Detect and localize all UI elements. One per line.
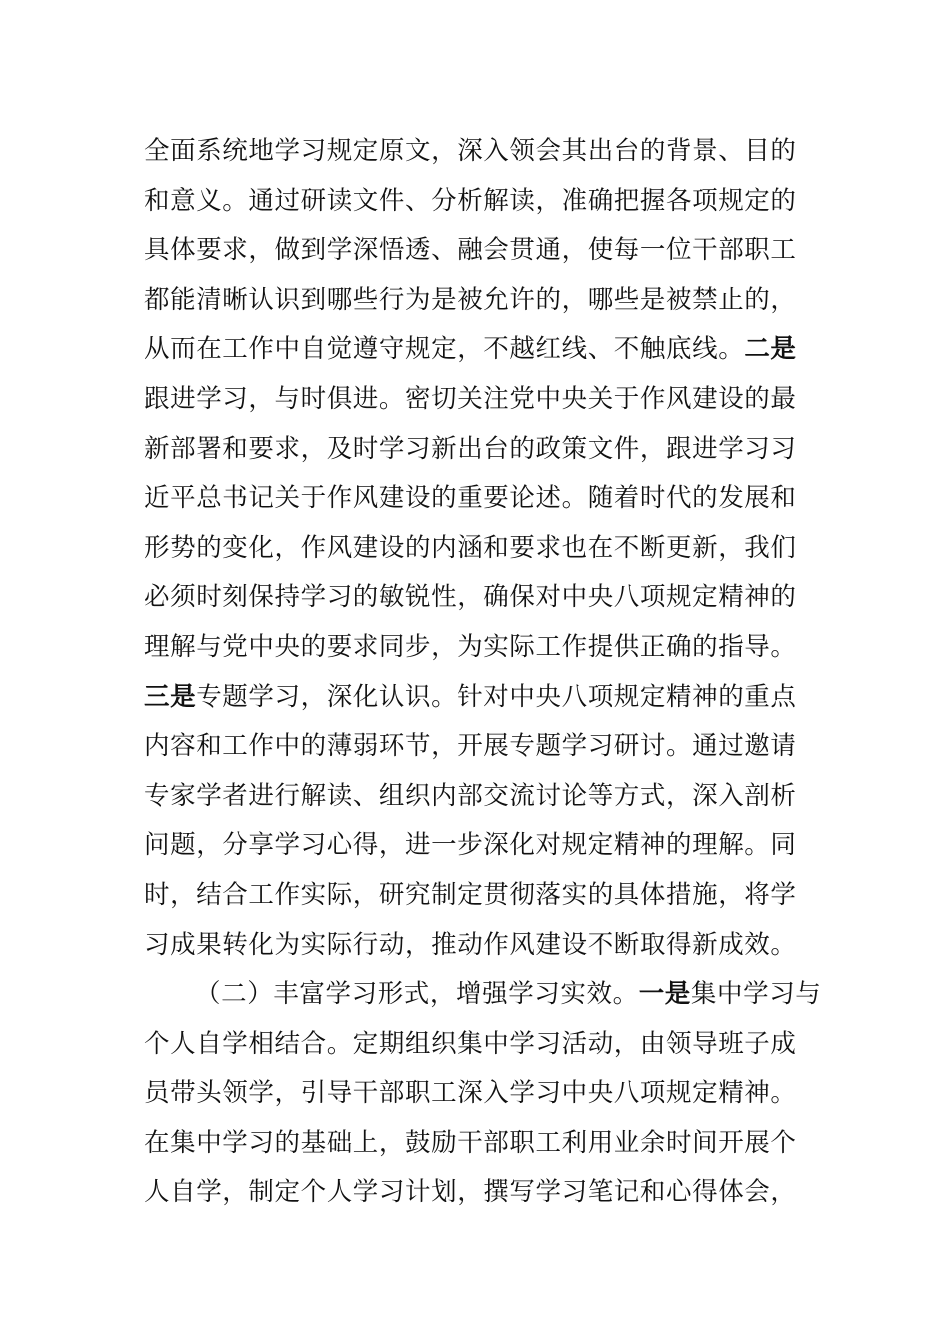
- text-line: 都能清晰认识到哪些行为是被允许的，哪些是被禁止的，: [144, 284, 797, 315]
- section-heading-line: （二）丰富学习形式，增强学习实效。一是集中学习与: [195, 979, 822, 1010]
- text-line: 形势的变化，作风建设的内涵和要求也在不断更新，我们: [144, 532, 797, 563]
- text-line: 全面系统地学习规定原文，深入领会其出台的背景、目的: [144, 136, 797, 166]
- bold-marker: 二是: [744, 334, 797, 365]
- text-line: 和意义。通过研读文件、分析解读，准确把握各项规定的: [144, 185, 797, 216]
- text-line: 内容和工作中的薄弱环节，开展专题学习研讨。通过邀请: [144, 731, 797, 762]
- text-line: 在集中学习的基础上，鼓励干部职工利用业余时间开展个: [144, 1127, 797, 1158]
- bold-marker: 一是: [638, 979, 691, 1010]
- text-line: 三是专题学习，深化认识。针对中央八项规定精神的重点: [144, 681, 797, 712]
- text-line: 理解与党中央的要求同步，为实际工作提供正确的指导。: [144, 631, 797, 662]
- text-line: 近平总书记关于作风建设的重要论述。随着时代的发展和: [144, 483, 797, 514]
- bold-marker: 三是: [144, 681, 197, 712]
- text-line: 员带头领学，引导干部职工深入学习中央八项规定精神。: [144, 1078, 797, 1109]
- document-body: [144, 127, 824, 1218]
- text-line: 跟进学习，与时俱进。密切关注党中央关于作风建设的最: [144, 383, 797, 414]
- text-line: 人自学，制定个人学习计划，撰写学习笔记和心得体会，: [144, 1177, 797, 1208]
- text-line: 习成果转化为实际行动，推动作风建设不断取得新成效。: [144, 929, 797, 960]
- text-line: 专家学者进行解读、组织内部交流讨论等方式，深入剖析: [144, 780, 797, 811]
- text-line: 必须时刻保持学习的敏锐性，确保对中央八项规定精神的: [144, 582, 797, 613]
- text-line: 具体要求，做到学深悟透、融会贯通，使每一位干部职工: [144, 235, 797, 266]
- text-line: 新部署和要求，及时学习新出台的政策文件，跟进学习习: [144, 433, 797, 464]
- text-line: 问题，分享学习心得，进一步深化对规定精神的理解。同: [144, 830, 797, 861]
- text-line: 从而在工作中自觉遵守规定，不越红线、不触底线。二是: [144, 334, 797, 365]
- text-line: 时，结合工作实际，研究制定贯彻落实的具体措施，将学: [144, 879, 797, 910]
- text-line: 个人自学相结合。定期组织集中学习活动，由领导班子成: [144, 1028, 797, 1059]
